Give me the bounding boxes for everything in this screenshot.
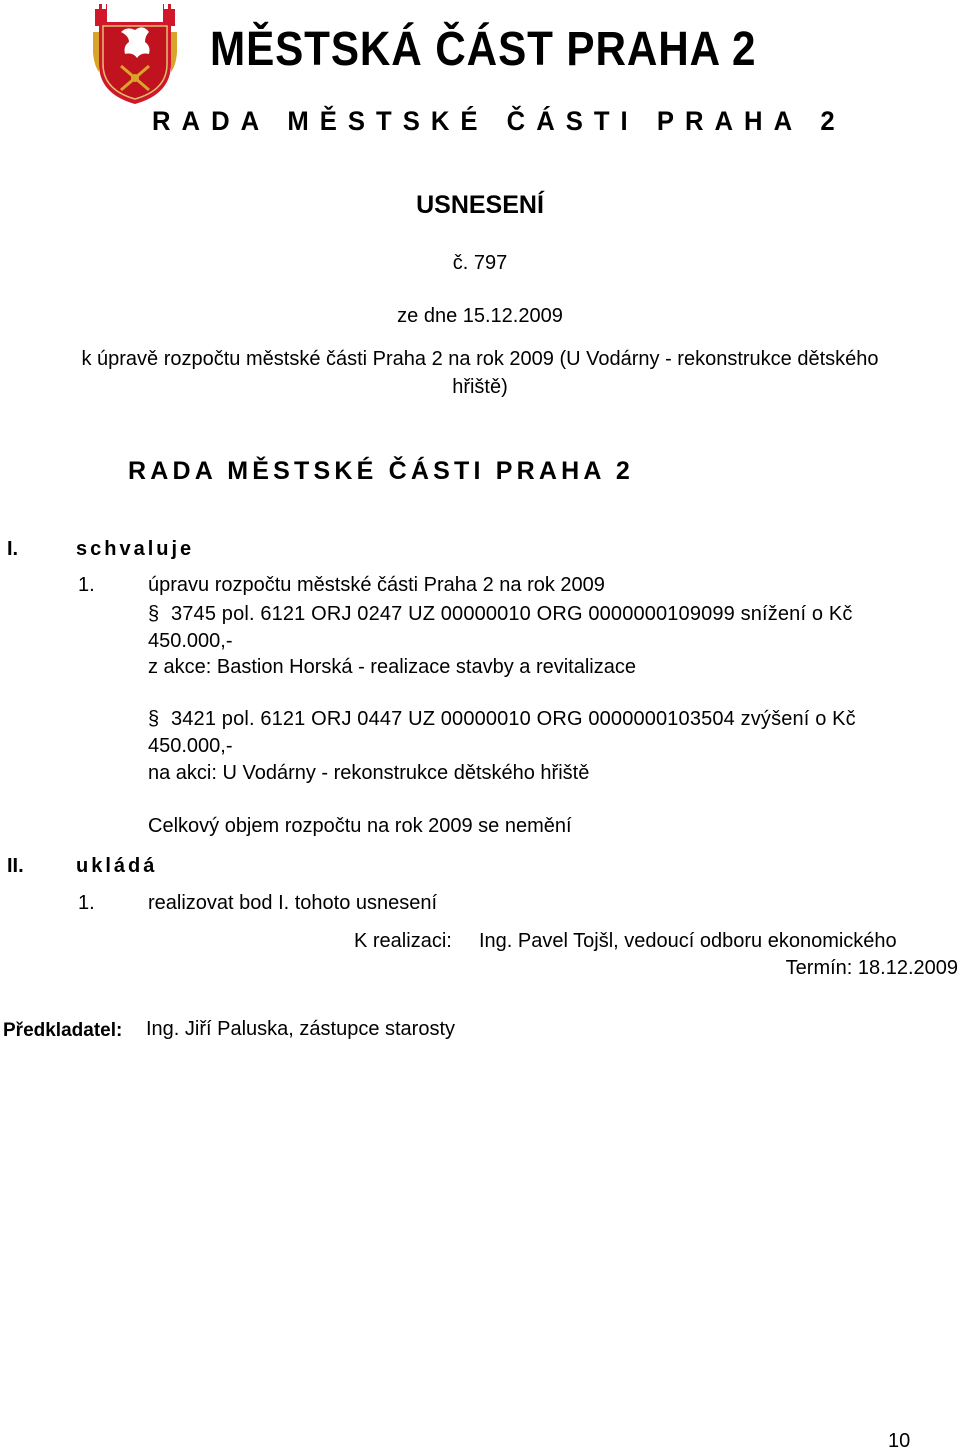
section1-item-text: úpravu rozpočtu městské části Praha 2 na rok 2009 <box>148 574 605 596</box>
section2-item-number: 1. <box>78 892 95 914</box>
proposer-name: Ing. Jiří Paluska, zástupce starosty <box>146 1018 456 1040</box>
paragraph-marker-2: § <box>148 708 160 730</box>
council-heading: RADA MĚSTSKÉ ČÁSTI PRAHA 2 <box>128 457 634 485</box>
section2-numeral: II. <box>7 855 24 877</box>
proposer-label: Předkladatel: <box>3 1020 123 1041</box>
header-title: MĚSTSKÁ ČÁST PRAHA 2 <box>210 23 757 76</box>
resolution-subject-line2: hřiště) <box>452 376 508 398</box>
section1-verb: schvaluje <box>76 538 195 560</box>
section2-item-text: realizovat bod I. tohoto usnesení <box>148 892 438 914</box>
resolution-number: č. 797 <box>452 252 508 274</box>
document-heading: USNESENÍ <box>416 191 544 219</box>
entry2-amount: 450.000,- <box>148 735 233 757</box>
entry2-line1: 3421 pol. 6121 ORJ 0447 UZ 00000010 ORG 0000000103504 zvýšení o Kč <box>171 708 856 730</box>
section1-numeral: I. <box>7 538 19 560</box>
entry1-line1: 3745 pol. 6121 ORJ 0247 UZ 00000010 ORG 0000000109099 snížení o Kč <box>171 603 853 625</box>
praha2-crest-logo <box>93 2 177 106</box>
resolution-subject-line1: k úpravě rozpočtu městské části Praha 2 na rok 2009 (U Vodárny - rekonstrukce dětského <box>81 348 879 370</box>
responsible-label: K realizaci: <box>354 930 452 952</box>
entry2-target: na akci: U Vodárny - rekonstrukce dětského hřiště <box>148 762 590 784</box>
section1-item-number: 1. <box>78 574 95 596</box>
header-subtitle: RADA MĚSTSKÉ ČÁSTI PRAHA 2 <box>152 106 846 136</box>
responsible-person: Ing. Pavel Tojšl, vedoucí odboru ekonomického <box>479 930 897 952</box>
paragraph-marker-1: § <box>148 603 160 625</box>
resolution-date: ze dne 15.12.2009 <box>397 305 563 327</box>
budget-total-note: Celkový objem rozpočtu na rok 2009 se nemění <box>148 815 572 837</box>
entry1-source: z akce: Bastion Horská - realizace stavby a revitalizace <box>148 656 636 678</box>
deadline: Termín: 18.12.2009 <box>785 957 958 979</box>
entry1-amount: 450.000,- <box>148 630 233 652</box>
page-number: 10 <box>888 1430 911 1452</box>
section2-verb: ukládá <box>76 855 158 877</box>
